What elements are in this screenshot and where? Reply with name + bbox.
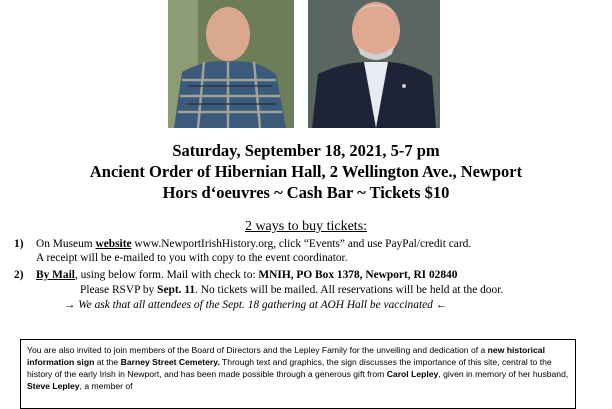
option-text: , using below form. Mail with check to: [74,269,259,281]
option-number: 2) [14,269,24,281]
event-date-time: Saturday, September 18, 2021, 5-7 pm [172,141,440,160]
ticket-option-website [14,237,471,251]
invite-text: , given in memory of her husband, [438,369,569,379]
invite-text: You are also invited to join members of the Board of Directors and the Lepley Family for the unveiling and dedication of a [27,345,488,355]
ticket-option-mail [14,268,457,282]
option-text: On Museum [36,238,96,250]
invite-text: at the [94,357,121,367]
invite-cemetery: Barney Street Cemetery. [120,357,220,367]
rsvp-date: Sept. 11 [157,284,196,296]
invite-text: Through text and graphics, the sign discusses the importance of this site, central to the history of the early Irish in Newport, and has been made possible through a generous gift from [27,357,552,379]
invitation-box [20,339,576,409]
invite-donor: Carol Lepley [386,369,439,379]
rsvp-note [80,283,503,297]
invite-text: , a member of [79,381,133,391]
rsvp-text: Please RSVP by [80,284,158,296]
invite-sign: new historical information sign [27,345,545,367]
event-venue: Ancient Order of Hibernian Hall, 2 Wellington Ave., Newport [89,162,523,181]
receipt-note: A receipt will be e-mailed to you with copy to the event coordinator. [36,252,348,264]
by-mail-label: By Mail [36,269,75,281]
tickets-title: 2 ways to buy tickets: [244,219,368,234]
invite-honoree: Steve Lepley [27,381,80,391]
photo-man-in-suit [308,0,440,128]
mailing-address: MNIH, PO Box 1378, Newport, RI 02840 [258,269,458,281]
event-info [0,140,612,203]
website-link[interactable]: website [95,238,132,250]
vaccination-note: → We ask that all attendees of the Sept. 18 gathering at AOH Hall be vaccinated ← [64,299,448,311]
option-text: www.NewportIrishHistory.org, click “Events” and use PayPal/credit card. [131,238,472,250]
option-number: 1) [14,238,24,250]
photo-elderly-man [168,0,294,128]
event-extras: Hors d‘oeuvres ~ Cash Bar ~ Tickets $10 [162,183,450,202]
rsvp-text: . No tickets will be mailed. All reservations will be held at the door. [195,284,504,296]
